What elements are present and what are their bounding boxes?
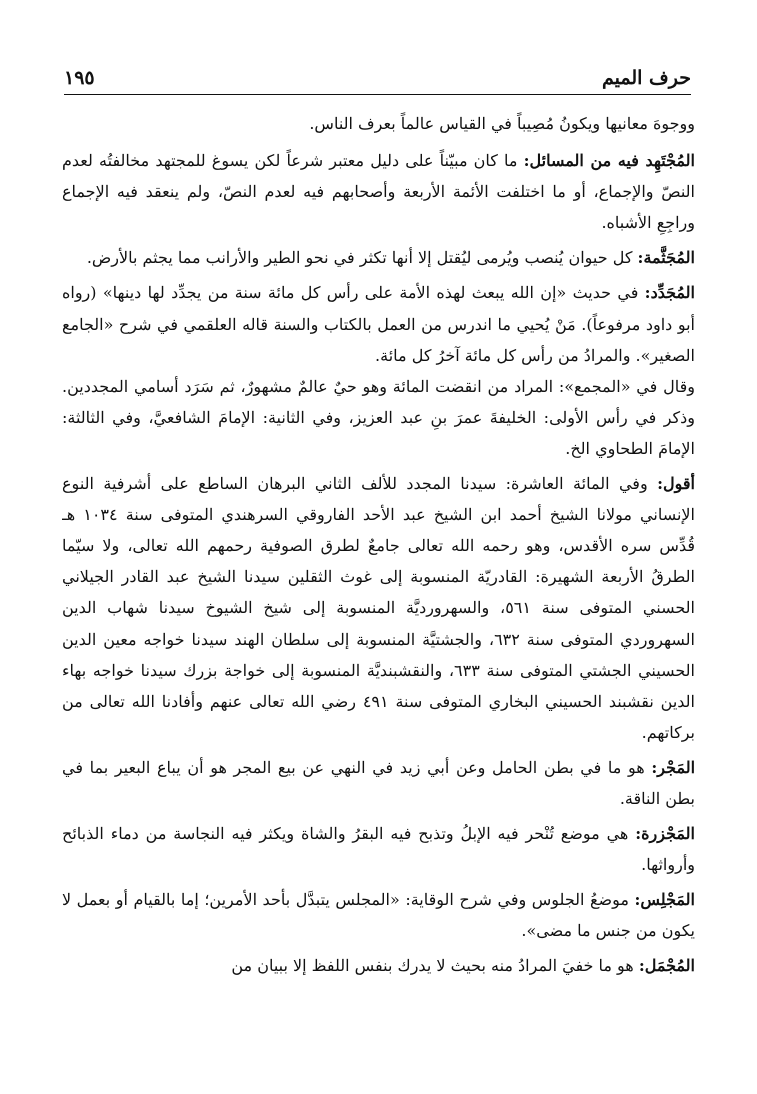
entry-mujmal — [62, 950, 695, 981]
entry-term: المَجْزرة: — [635, 824, 695, 844]
entry-mujaththama — [62, 242, 695, 273]
entry-mujtahad-fihi — [62, 145, 695, 238]
page-body — [62, 108, 695, 1094]
entry-term: المُجَثَّمة: — [637, 248, 695, 268]
entry-term: المَجْلِس: — [634, 890, 695, 910]
entry-majr — [62, 752, 695, 814]
entry-text: وفي المائة العاشرة: سيدنا المجدد للألف الثاني البرهان الساطع على أشرفية النوع الإنساني مولانا الشيخ أحمد ابن الشيخ عبد الأحد الفاروقي السرهندي المتوفى سنة ١٠٣٤ هـ قُدِّس سره الأقدس، وهو رحمه الله تعالى جامعٌ لطرق الصوفية رحمهم الله تعالى، ولا سيّما الطرقُ الأربعة الشهيرة: القادريّة المنسوبة إلى غوث الثقلين سيدنا الشيخ عبد القادر الجيلاني الحسني المتوفى سنة ٥٦١، والسهرورديَّة المنسوبة إلى شيخ الشيوخ سيدنا شهاب الدين السهروردي المتوفى سنة ٦٣٢، والجشتيَّة المنسوبة إلى سلطان الهند سيدنا خواجه معين الدين الحسيني الجشتي المتوفى سنة ٦٣٣، والنقشبنديَّة المنسوبة إلى خواجة بزرك سيدنا خواجه بهاء الدين نقشبند الحسيني البخاري المتوفى سنة ٤٩١ رضي الله تعالى عنهم وأفادنا الله تعالى من بركاتهم. — [62, 474, 695, 742]
entry-term: المُجَدِّد: — [644, 283, 695, 303]
entry-continuation — [62, 108, 695, 139]
entry-text: في حديث «إن الله يبعث لهذه الأمة على رأس كل مائة سنة من يجدِّد لها دينها» (رواه أبو داود مرفوعاً). مَنْ يُحيي ما اندرس من العمل بالكتاب والسنة قاله العلقمي في شرح «الجامع الصغير». والمرادُ من رأس كل مائة آخرُ كل مائة. — [62, 283, 695, 365]
entry-term: المَجْر: — [651, 757, 695, 777]
entry-text: ما كان مبيّناً على دليل معتبر شرعاً لكن يسوغ للمجتهد مخالفتُه لعدم النصّ والإجماع، أو ما اختلفت الأئمة الأربعة وأصحابهم فيه لعدم النصّ، ولم ينعقد فيه الإجماع وراجِعِ الأشباه. — [62, 151, 695, 233]
entry-text: ووجوهَ معانيها ويكونُ مُصِيباً في القياس عالماً بعرف الناس. — [309, 114, 695, 133]
entry-text: كل حيوان يُنصب ويُرمى ليُقتل إلا أنها تكثر في نحو الطير والأرانب مما يجثم بالأرض. — [86, 248, 638, 268]
entry-text: وقال في «المجمع»: المراد من انقضت المائة وهو حيٌ عالمٌ مشهورٌ، ثم سَرَد أسامي المجددين. وذكر في رأس الأولى: الخليفةَ عمرَ بنِ عبد العزيز، وفي الثانية: الإمامَ الشافعيَّ، وفي الثالثة: الإمامَ الطحاوي الخ. — [62, 376, 695, 458]
page-number: ١٩٥ — [64, 67, 95, 89]
entry-majlis — [62, 884, 695, 946]
header-title: حرف الميم — [602, 67, 691, 89]
entry-text: هي موضع تُنْحر فيه الإبلُ وتذبح فيه البقرُ والشاة ويكثر فيه النجاسة من دماء الذبائح وأرواثها. — [62, 824, 695, 875]
entry-term: المُجْمَل: — [638, 956, 695, 976]
entry-text: هو ما في بطن الحامل وعن أبي زيد في النهي عن بيع المجر هو أن يباع البعير بما في بطن الناقة. — [62, 757, 695, 808]
entry-text: موضعُ الجلوس وفي شرح الوقاية: «المجلس يتبدَّل بأحد الأمرين؛ إما بالقيام أو بعمل لا يكون من جنس ما مضى». — [62, 890, 695, 941]
entry-mujaddid — [62, 277, 695, 464]
entry-term: أقول: — [657, 474, 695, 494]
entry-text: هو ما خفيَ المرادُ منه بحيث لا يدرك بنفس اللفظ إلا ببيان من — [231, 956, 639, 976]
entry-term: المُجْتَهِد فيه من المسائل: — [523, 151, 695, 171]
entry-majzara — [62, 818, 695, 880]
running-header — [64, 58, 691, 95]
entry-aqulu — [62, 468, 695, 748]
